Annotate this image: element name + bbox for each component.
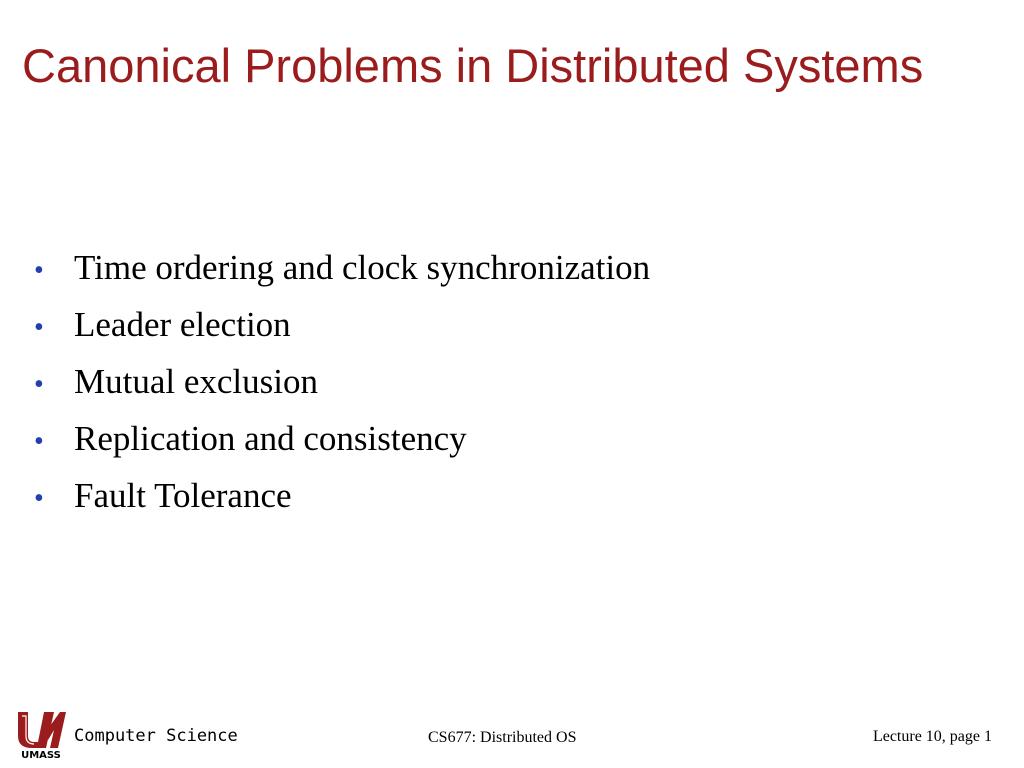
bullet-item bbox=[34, 299, 650, 356]
footer-page-number: Lecture 10, page 1 bbox=[872, 728, 992, 745]
bullet-text: Replication and consistency bbox=[74, 419, 467, 458]
bullet-list bbox=[34, 242, 650, 527]
bullet-item bbox=[34, 413, 650, 470]
footer-course: CS677: Distributed OS bbox=[428, 729, 577, 746]
bullet-text: Fault Tolerance bbox=[74, 476, 292, 515]
bullet-icon: • bbox=[34, 369, 44, 400]
logo-text: UMASS bbox=[21, 750, 61, 760]
bullet-item bbox=[34, 242, 650, 299]
bullet-icon: • bbox=[34, 312, 44, 343]
bullet-icon: • bbox=[34, 426, 44, 457]
umass-logo-icon bbox=[14, 706, 68, 760]
bullet-item bbox=[34, 356, 650, 413]
footer-department: Computer Science bbox=[74, 726, 238, 746]
bullet-item bbox=[34, 470, 650, 527]
bullet-text: Mutual exclusion bbox=[74, 362, 318, 401]
bullet-icon: • bbox=[34, 483, 44, 514]
bullet-text: Time ordering and clock synchronization bbox=[74, 248, 651, 287]
slide-title: Canonical Problems in Distributed Systems bbox=[22, 39, 924, 92]
bullet-icon: • bbox=[34, 255, 44, 286]
bullet-text: Leader election bbox=[74, 305, 291, 344]
